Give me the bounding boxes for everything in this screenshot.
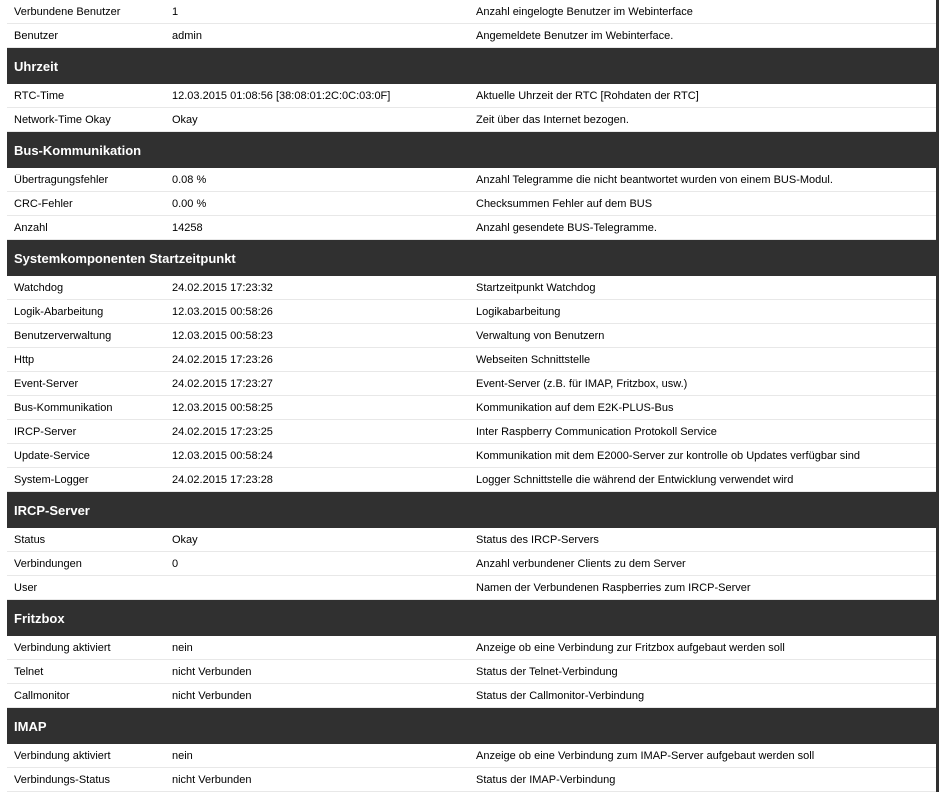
row-description: Anzeige ob eine Verbindung zur Fritzbox aufgebaut werden soll xyxy=(476,641,785,654)
table-row xyxy=(7,324,939,348)
row-description: Anzahl verbundener Clients zu dem Server xyxy=(476,557,686,570)
row-value: 14258 xyxy=(172,221,203,234)
row-description: Checksummen Fehler auf dem BUS xyxy=(476,197,653,210)
row-description: Anzahl gesendete BUS-Telegramme. xyxy=(476,221,657,234)
table-row xyxy=(7,84,939,108)
row-value: nein xyxy=(172,641,193,654)
row-description: Status der Telnet-Verbindung xyxy=(476,665,618,678)
section-header-uhrzeit: Uhrzeit xyxy=(7,48,939,84)
row-value: nicht Verbunden xyxy=(172,773,252,786)
section-header-ircp-server: IRCP-Server xyxy=(7,492,939,528)
table-row xyxy=(7,552,939,576)
row-label: Übertragungsfehler xyxy=(14,173,109,186)
row-label: CRC-Fehler xyxy=(14,197,73,210)
row-description: Status des IRCP-Servers xyxy=(476,533,599,546)
status-table xyxy=(7,0,939,792)
row-label: RTC-Time xyxy=(14,89,65,102)
row-label: Bus-Kommunikation xyxy=(14,401,113,414)
row-label: Verbundene Benutzer xyxy=(14,5,121,18)
row-label: Event-Server xyxy=(14,377,79,390)
table-row xyxy=(7,192,939,216)
table-row xyxy=(7,744,939,768)
table-row xyxy=(7,276,939,300)
row-description: Anzeige ob eine Verbindung zum IMAP-Server aufgebaut werden soll xyxy=(476,749,815,762)
table-row xyxy=(7,168,939,192)
row-label: Http xyxy=(14,353,35,366)
row-label: Anzahl xyxy=(14,221,48,234)
row-description: Zeit über das Internet bezogen. xyxy=(476,113,629,126)
row-description: Status der IMAP-Verbindung xyxy=(476,773,616,786)
table-row xyxy=(7,108,939,132)
table-row xyxy=(7,348,939,372)
table-row xyxy=(7,396,939,420)
row-value: 12.03.2015 01:08:56 [38:08:01:2C:0C:03:0F] xyxy=(172,89,391,102)
section-header-systemkomponenten-startzeitpunkt: Systemkomponenten Startzeitpunkt xyxy=(7,240,939,276)
row-label: User xyxy=(14,581,38,594)
row-label: Verbindungs-Status xyxy=(14,773,111,786)
row-label: Callmonitor xyxy=(14,689,70,702)
table-row xyxy=(7,576,939,600)
table-row xyxy=(7,444,939,468)
row-label: System-Logger xyxy=(14,473,89,486)
row-value: nicht Verbunden xyxy=(172,665,252,678)
row-label: Logik-Abarbeitung xyxy=(14,305,104,318)
row-description: Namen der Verbundenen Raspberries zum IRCP-Server xyxy=(476,581,751,594)
row-label: Benutzer xyxy=(14,29,59,42)
table-row xyxy=(7,684,939,708)
row-label: Benutzerverwaltung xyxy=(14,329,112,342)
table-row xyxy=(7,24,939,48)
row-description: Anzahl Telegramme die nicht beantwortet wurden von einem BUS-Modul. xyxy=(476,173,833,186)
row-description: Webseiten Schnittstelle xyxy=(476,353,591,366)
row-description: Logger Schnittstelle die während der Entwicklung verwendet wird xyxy=(476,473,794,486)
row-description: Angemeldete Benutzer im Webinterface. xyxy=(476,29,674,42)
row-description: Aktuelle Uhrzeit der RTC [Rohdaten der RTC] xyxy=(476,89,699,102)
table-row xyxy=(7,0,939,24)
row-label: Telnet xyxy=(14,665,44,678)
row-value: 24.02.2015 17:23:28 xyxy=(172,473,273,486)
row-value: 24.02.2015 17:23:32 xyxy=(172,281,273,294)
row-value: Okay xyxy=(172,113,198,126)
table-row xyxy=(7,660,939,684)
row-description: Kommunikation mit dem E2000-Server zur kontrolle ob Updates verfügbar sind xyxy=(476,449,860,462)
row-value: admin xyxy=(172,29,202,42)
row-description: Inter Raspberry Communication Protokoll Service xyxy=(476,425,717,438)
row-label: Update-Service xyxy=(14,449,90,462)
row-value: 0 xyxy=(172,557,179,570)
row-description: Logikabarbeitung xyxy=(476,305,561,318)
row-value: 1 xyxy=(172,5,179,18)
row-value: 12.03.2015 00:58:24 xyxy=(172,449,273,462)
row-description: Event-Server (z.B. für IMAP, Fritzbox, usw.) xyxy=(476,377,688,390)
table-row xyxy=(7,768,939,792)
row-value: 24.02.2015 17:23:25 xyxy=(172,425,273,438)
table-row xyxy=(7,528,939,552)
row-label: Verbindung aktiviert xyxy=(14,641,111,654)
row-description: Status der Callmonitor-Verbindung xyxy=(476,689,645,702)
row-label: IRCP-Server xyxy=(14,425,77,438)
section-header-bus-kommunikation: Bus-Kommunikation xyxy=(7,132,939,168)
row-label: Verbindung aktiviert xyxy=(14,749,111,762)
table-row xyxy=(7,372,939,396)
row-value: Okay xyxy=(172,533,198,546)
row-description: Kommunikation auf dem E2K-PLUS-Bus xyxy=(476,401,674,414)
row-label: Watchdog xyxy=(14,281,64,294)
table-row xyxy=(7,420,939,444)
table-row xyxy=(7,636,939,660)
row-value: nein xyxy=(172,749,193,762)
row-value: nicht Verbunden xyxy=(172,689,252,702)
row-value: 12.03.2015 00:58:23 xyxy=(172,329,273,342)
row-value: 12.03.2015 00:58:26 xyxy=(172,305,273,318)
row-label: Network-Time Okay xyxy=(14,113,111,126)
row-value: 24.02.2015 17:23:26 xyxy=(172,353,273,366)
section-header-fritzbox: Fritzbox xyxy=(7,600,939,636)
row-value: 0.08 % xyxy=(172,173,207,186)
section-header-imap: IMAP xyxy=(7,708,939,744)
table-row xyxy=(7,468,939,492)
row-label: Status xyxy=(14,533,46,546)
row-value: 24.02.2015 17:23:27 xyxy=(172,377,273,390)
row-label: Verbindungen xyxy=(14,557,82,570)
row-description: Anzahl eingelogte Benutzer im Webinterface xyxy=(476,5,693,18)
row-value: 0.00 % xyxy=(172,197,207,210)
row-value: 12.03.2015 00:58:25 xyxy=(172,401,273,414)
table-row xyxy=(7,216,939,240)
table-row xyxy=(7,300,939,324)
row-description: Verwaltung von Benutzern xyxy=(476,329,605,342)
row-description: Startzeitpunkt Watchdog xyxy=(476,281,596,294)
